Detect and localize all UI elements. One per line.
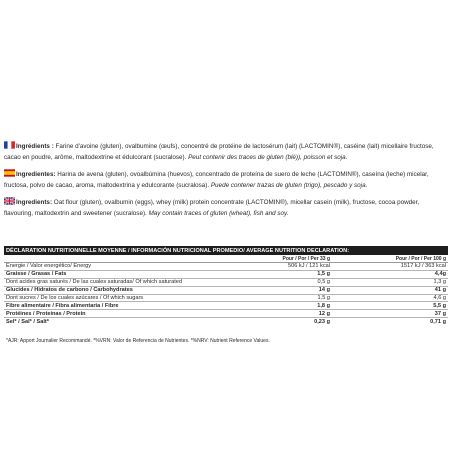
nutrition-row-carbohydrates (4, 287, 448, 295)
row-value-per-33g: 0,5 g (317, 279, 330, 286)
row-value-per-100g: 41 g (434, 287, 446, 294)
row-value-per-33g: 0,23 g (314, 319, 330, 326)
france-flag-icon (4, 141, 15, 149)
nutrition-title: DÉCLARATION NUTRITIONNELLE MOYENNE / INFORMACIÓN NUTRICIONAL PROMEDIO/ AVERAGE NUTRITION DECLARATION: (4, 246, 448, 255)
nutrition-row-fats (4, 271, 448, 279)
nutrition-column-headers (4, 255, 448, 263)
spain-flag-icon (4, 169, 15, 177)
ingredients-es-text: Harina de avena (gluten), ovoalbúmina (huevos), concentrado de proteína de suero de leche (LACTOMIN®), caseína (leche) micelar, fructosa, polvo de cacao, aroma, maltodextrina y edulcorante (sucralosa). (4, 171, 429, 189)
row-label: Dont acides gras saturés / De las cuales saturadas/ Of which saturated (6, 279, 182, 286)
ingredients-fr (4, 141, 448, 164)
column-header-per-100g: Pour / Por / Per 100 g (395, 255, 446, 262)
row-label: Graisse / Grasas / Fats (6, 271, 67, 278)
nutrition-row-salt (4, 318, 448, 326)
ingredients-en (4, 197, 448, 220)
row-label: Glucides / Hidratos de carbono / Carbohydrates (6, 287, 133, 294)
row-value-per-33g: 14 g (318, 287, 330, 294)
row-label: Energie / Valor energético/ Energy (6, 263, 92, 270)
nutrition-row-sugars (4, 295, 448, 303)
ingredients-en-label: Ingredients: (16, 199, 53, 206)
nutrition-row-energy (4, 263, 448, 271)
ingredients-fr-text: Farine d'avoine (gluten), ovalbumine (œufs), concentré de protéine de lactosérum (lait) (LACTOMIN®), caséine (lait) micellaire fructose, cacao en poudre, arôme, maltodextrine et édulcorant (sucralose). (4, 143, 434, 161)
row-value-per-100g: 4,6 g (433, 295, 446, 301)
row-value-per-100g: 37 g (434, 310, 446, 317)
row-label: Fibre alimentaire / Fibra alimentaria / Fibre (6, 302, 119, 309)
nutrition-footnote: *AJR: Apport Journalier Recommandé. *%VRN: Valor de Referencia de Nutrientes. *%NRV: Nutrient Reference Values. (6, 338, 270, 344)
row-label: Sel* / Sal* / Salt* (6, 319, 49, 326)
ingredients-es-label: Ingredientes: (16, 171, 56, 178)
nutrition-row-fibre (4, 302, 448, 310)
nutrition-row-saturated (4, 279, 448, 287)
row-value-per-33g: 506 kJ / 121 kcal (288, 263, 330, 270)
ingredients-fr-note: Peut contenir des traces de gluten (blé)), poisson et soja. (188, 153, 348, 161)
row-label: Dont sucres / De los cuales azúcares / Of which sugars (6, 295, 144, 301)
ingredients-es-note: Puede contener trazas de gluten (trigo), pescado y soja. (210, 181, 368, 189)
row-value-per-33g: 1,5 g (317, 271, 330, 278)
row-label: Protéines / Proteínas / Protein (6, 310, 86, 317)
ingredients-en-text: Oat flour (gluten), ovalbumin (eggs), whey (milk) protein concentrate (LACTOMIN®), micellar casein (milk), fructose, cocoa powder, flavouring, maltodextrin and sweetener (sucralose). (4, 199, 420, 217)
row-value-per-100g: 5,5 g (433, 302, 446, 309)
row-value-per-100g: 0,71 g (430, 319, 446, 326)
ingredients-fr-label: Ingrédients : (16, 143, 54, 150)
row-value-per-33g: 1,5 g (317, 295, 330, 301)
row-value-per-33g: 12 g (318, 310, 330, 317)
nutrition-table (4, 246, 448, 326)
row-value-per-100g: 1517 kJ / 363 kcal (400, 263, 446, 270)
column-header-per-33g: Pour / Por / Per 33 g (282, 255, 330, 262)
row-value-per-100g: 4,4g (434, 271, 446, 278)
nutrition-row-protein (4, 310, 448, 318)
row-value-per-33g: 1,8 g (317, 302, 330, 309)
ingredients-es (4, 169, 448, 192)
row-value-per-100g: 1,3 g (433, 279, 446, 286)
uk-flag-icon (4, 197, 15, 205)
ingredients-en-note: May contain traces of gluten (wheat), fish and soy. (148, 209, 289, 217)
